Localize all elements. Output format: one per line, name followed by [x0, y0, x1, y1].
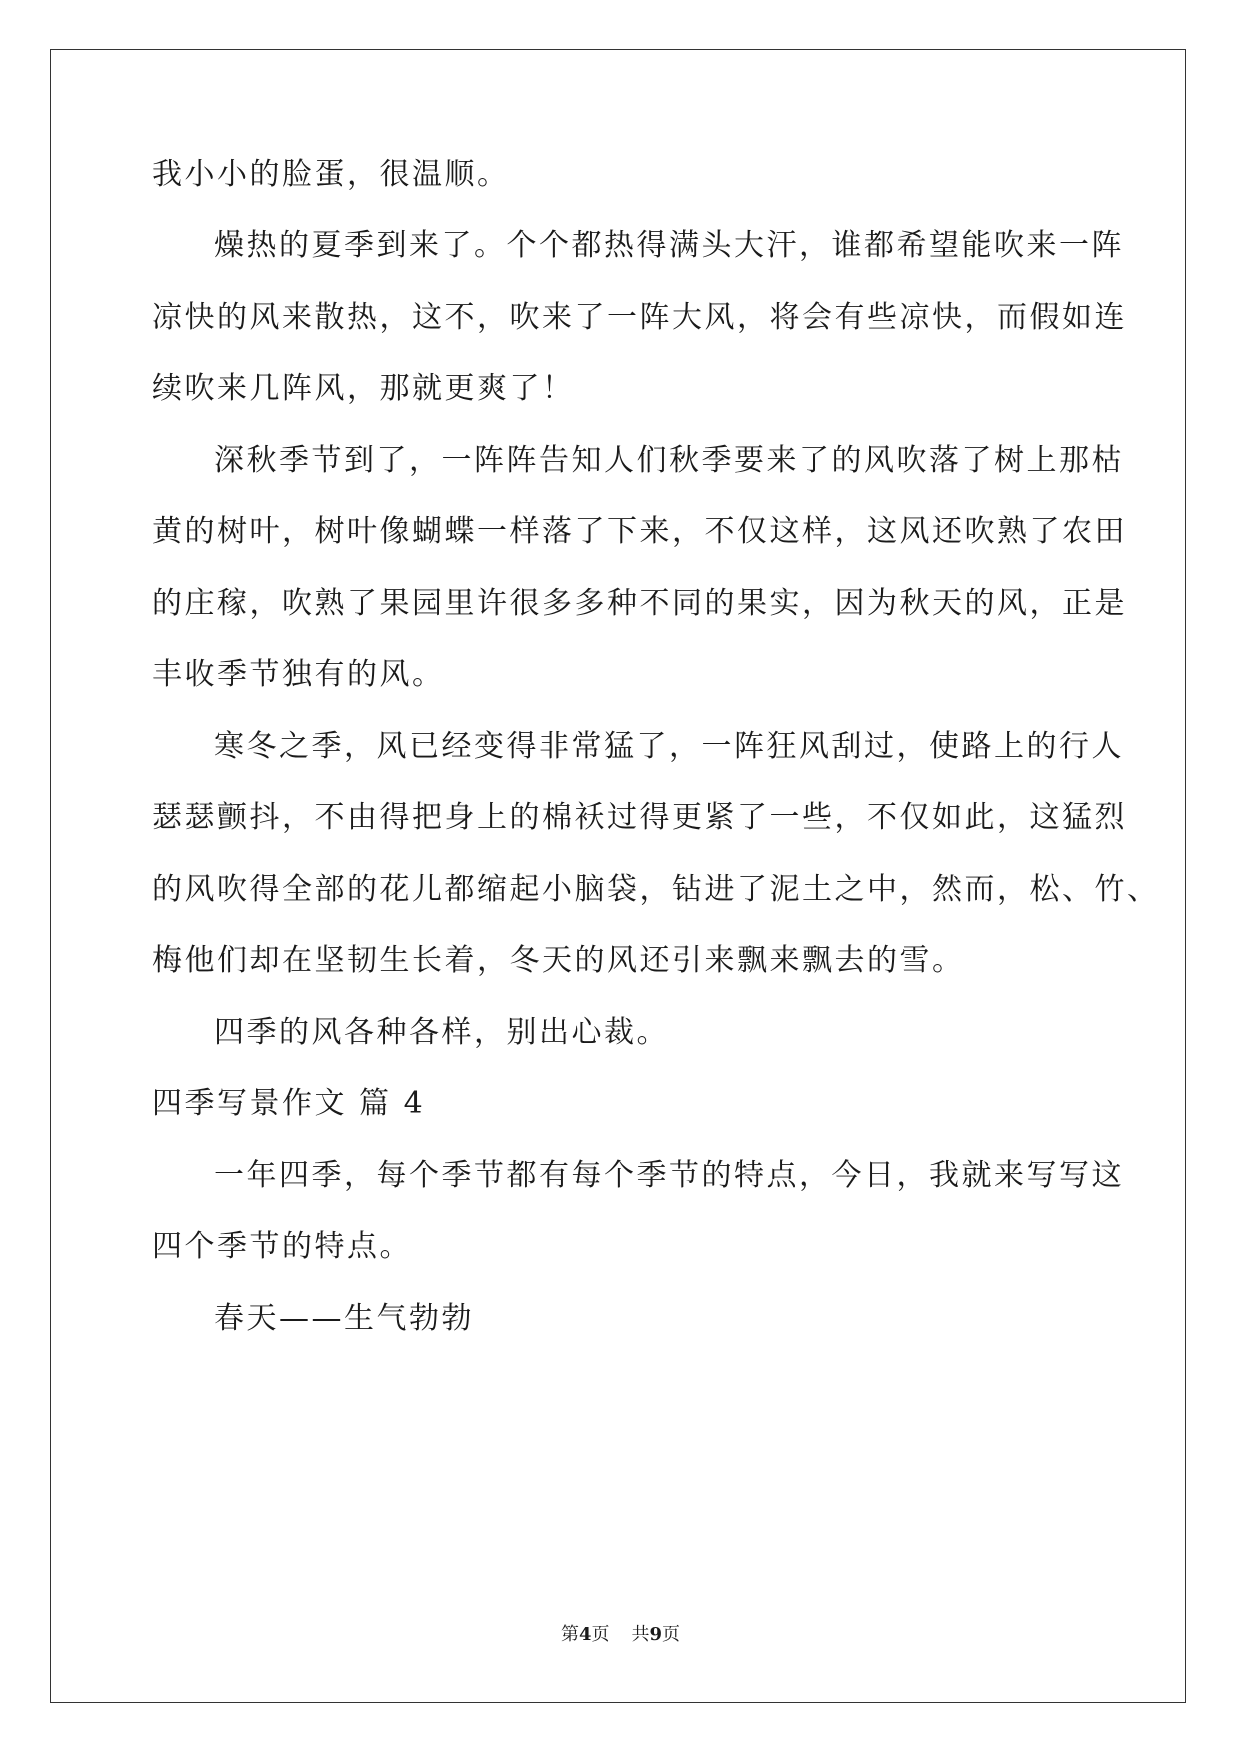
- paragraph-line: 春天——生气勃勃: [214, 1301, 474, 1336]
- text-line: 四个季节的特点。: [152, 1229, 412, 1264]
- current-page-number: 4: [578, 1624, 592, 1645]
- total-suffix: 页: [662, 1624, 681, 1645]
- total-prefix: 共: [631, 1624, 650, 1645]
- paragraph-line: 深秋季节到了，一阵阵告知人们秋季要来了的风吹落了树上那枯: [214, 443, 1124, 478]
- page-prefix: 第: [560, 1624, 579, 1645]
- total-page-number: 9: [649, 1624, 663, 1645]
- page-suffix: 页: [591, 1624, 610, 1645]
- paragraph-line: 燥热的夏季到来了。个个都热得满头大汗，谁都希望能吹来一阵: [214, 228, 1124, 263]
- text-line: 我小小的脸蛋，很温顺。: [152, 157, 510, 192]
- paragraph-line: 一年四季，每个季节都有每个季节的特点，今日，我就来写写这: [214, 1158, 1124, 1193]
- text-line: 丰收季节独有的风。: [152, 657, 445, 692]
- text-line: 梅他们却在坚韧生长着，冬天的风还引来飘来飘去的雪。: [152, 943, 965, 978]
- page-number-footer: [0, 1620, 1241, 1646]
- section-heading: 四季写景作文 篇 4: [152, 1086, 426, 1121]
- text-line: 凉快的风来散热，这不，吹来了一阵大风，将会有些凉快，而假如连: [152, 300, 1127, 335]
- paragraph-line: 寒冬之季，风已经变得非常猛了，一阵狂风刮过，使路上的行人: [214, 729, 1124, 764]
- text-line: 的风吹得全部的花儿都缩起小脑袋，钻进了泥土之中，然而，松、竹、: [152, 872, 1160, 907]
- text-line: 的庄稼，吹熟了果园里许很多多种不同的果实，因为秋天的风，正是: [152, 586, 1127, 621]
- text-line: 黄的树叶，树叶像蝴蝶一样落了下来，不仅这样，这风还吹熟了农田: [152, 514, 1127, 549]
- text-line: 瑟瑟颤抖，不由得把身上的棉袄过得更紧了一些，不仅如此，这猛烈: [152, 800, 1127, 835]
- paragraph-line: 四季的风各种各样，别出心裁。: [214, 1015, 669, 1050]
- text-line: 续吹来几阵风，那就更爽了！: [152, 371, 575, 406]
